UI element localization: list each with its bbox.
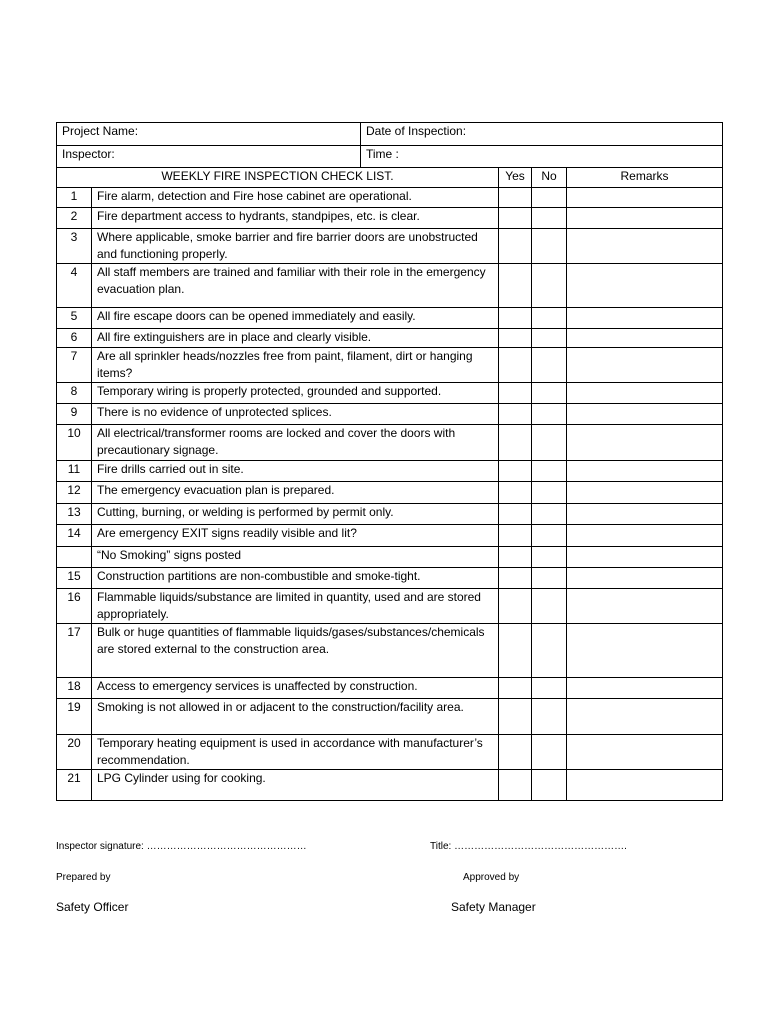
no-checkbox-cell[interactable] bbox=[532, 461, 567, 482]
time-field[interactable] bbox=[361, 146, 723, 168]
inspector-signature-line: Inspector signature: ………………………………………… bbox=[56, 841, 307, 852]
time-label: Time : bbox=[366, 147, 399, 161]
remarks-cell[interactable] bbox=[567, 770, 723, 801]
item-text: All fire escape doors can be opened immediately and easily. bbox=[92, 308, 499, 329]
item-text: Cutting, burning, or welding is performed by permit only. bbox=[92, 504, 499, 525]
item-text: All fire extinguishers are in place and clearly visible. bbox=[92, 329, 499, 348]
table-row bbox=[57, 568, 723, 589]
title-line: Title: ……………………………………………. bbox=[430, 841, 627, 852]
no-checkbox-cell[interactable] bbox=[532, 383, 567, 404]
no-checkbox-cell[interactable] bbox=[532, 678, 567, 699]
table-row bbox=[57, 482, 723, 504]
item-number: 7 bbox=[57, 348, 92, 383]
no-column-header: No bbox=[532, 168, 567, 188]
item-number: 5 bbox=[57, 308, 92, 329]
yes-checkbox-cell[interactable] bbox=[499, 504, 532, 525]
table-row bbox=[57, 404, 723, 425]
remarks-cell[interactable] bbox=[567, 699, 723, 735]
no-checkbox-cell[interactable] bbox=[532, 229, 567, 264]
no-checkbox-cell[interactable] bbox=[532, 624, 567, 678]
item-number: 11 bbox=[57, 461, 92, 482]
remarks-cell[interactable] bbox=[567, 308, 723, 329]
item-number: 10 bbox=[57, 425, 92, 461]
safety-officer-name: Safety Officer bbox=[56, 900, 129, 914]
yes-checkbox-cell[interactable] bbox=[499, 547, 532, 568]
table-row bbox=[57, 188, 723, 208]
remarks-cell[interactable] bbox=[567, 735, 723, 770]
item-text: Temporary wiring is properly protected, grounded and supported. bbox=[92, 383, 499, 404]
no-checkbox-cell[interactable] bbox=[532, 589, 567, 624]
item-number: 9 bbox=[57, 404, 92, 425]
remarks-column-header: Remarks bbox=[567, 168, 723, 188]
item-text: Where applicable, smoke barrier and fire barrier doors are unobstructed and functioning properly. bbox=[92, 229, 499, 264]
remarks-cell[interactable] bbox=[567, 425, 723, 461]
table-row bbox=[57, 308, 723, 329]
yes-checkbox-cell[interactable] bbox=[499, 383, 532, 404]
yes-checkbox-cell[interactable] bbox=[499, 425, 532, 461]
remarks-cell[interactable] bbox=[567, 461, 723, 482]
yes-checkbox-cell[interactable] bbox=[499, 624, 532, 678]
item-text: Are emergency EXIT signs readily visible and lit? bbox=[92, 525, 499, 547]
item-number: 4 bbox=[57, 264, 92, 308]
table-row bbox=[57, 348, 723, 383]
remarks-cell[interactable] bbox=[567, 229, 723, 264]
item-text: The emergency evacuation plan is prepared. bbox=[92, 482, 499, 504]
table-row bbox=[57, 383, 723, 404]
yes-checkbox-cell[interactable] bbox=[499, 770, 532, 801]
item-number: 21 bbox=[57, 770, 92, 801]
item-text: LPG Cylinder using for cooking. bbox=[92, 770, 499, 801]
table-row bbox=[57, 504, 723, 525]
yes-checkbox-cell[interactable] bbox=[499, 482, 532, 504]
item-number: 3 bbox=[57, 229, 92, 264]
item-number: 14 bbox=[57, 525, 92, 547]
item-text: Are all sprinkler heads/nozzles free from paint, filament, dirt or hanging items? bbox=[92, 348, 499, 383]
yes-checkbox-cell[interactable] bbox=[499, 678, 532, 699]
item-number: 16 bbox=[57, 589, 92, 624]
item-text: Fire alarm, detection and Fire hose cabinet are operational. bbox=[92, 188, 499, 208]
remarks-cell[interactable] bbox=[567, 383, 723, 404]
remarks-cell[interactable] bbox=[567, 678, 723, 699]
item-number bbox=[57, 547, 92, 568]
no-checkbox-cell[interactable] bbox=[532, 264, 567, 308]
project-row bbox=[57, 123, 723, 146]
yes-checkbox-cell[interactable] bbox=[499, 329, 532, 348]
project-name-field[interactable] bbox=[57, 123, 361, 146]
table-row bbox=[57, 735, 723, 770]
safety-manager-name: Safety Manager bbox=[451, 900, 536, 914]
table-row bbox=[57, 461, 723, 482]
table-row bbox=[57, 770, 723, 801]
date-of-inspection-label: Date of Inspection: bbox=[366, 124, 467, 138]
table-row bbox=[57, 678, 723, 699]
remarks-cell[interactable] bbox=[567, 589, 723, 624]
item-text: “No Smoking” signs posted bbox=[92, 547, 499, 568]
no-checkbox-cell[interactable] bbox=[532, 329, 567, 348]
table-row bbox=[57, 329, 723, 348]
item-number: 20 bbox=[57, 735, 92, 770]
yes-checkbox-cell[interactable] bbox=[499, 589, 532, 624]
item-number: 12 bbox=[57, 482, 92, 504]
table-row bbox=[57, 264, 723, 308]
item-number: 6 bbox=[57, 329, 92, 348]
remarks-cell[interactable] bbox=[567, 547, 723, 568]
remarks-cell[interactable] bbox=[567, 504, 723, 525]
no-checkbox-cell[interactable] bbox=[532, 699, 567, 735]
yes-column-header: Yes bbox=[499, 168, 532, 188]
yes-checkbox-cell[interactable] bbox=[499, 264, 532, 308]
no-checkbox-cell[interactable] bbox=[532, 208, 567, 229]
no-checkbox-cell[interactable] bbox=[532, 188, 567, 208]
no-checkbox-cell[interactable] bbox=[532, 504, 567, 525]
item-text: There is no evidence of unprotected splices. bbox=[92, 404, 499, 425]
item-number: 17 bbox=[57, 624, 92, 678]
yes-checkbox-cell[interactable] bbox=[499, 208, 532, 229]
remarks-cell[interactable] bbox=[567, 264, 723, 308]
yes-checkbox-cell[interactable] bbox=[499, 229, 532, 264]
no-checkbox-cell[interactable] bbox=[532, 770, 567, 801]
remarks-cell[interactable] bbox=[567, 525, 723, 547]
no-checkbox-cell[interactable] bbox=[532, 348, 567, 383]
table-row bbox=[57, 547, 723, 568]
remarks-cell[interactable] bbox=[567, 624, 723, 678]
table-row bbox=[57, 589, 723, 624]
no-checkbox-cell[interactable] bbox=[532, 425, 567, 461]
no-checkbox-cell[interactable] bbox=[532, 525, 567, 547]
item-number: 19 bbox=[57, 699, 92, 735]
yes-checkbox-cell[interactable] bbox=[499, 188, 532, 208]
item-number: 18 bbox=[57, 678, 92, 699]
item-text: Access to emergency services is unaffected by construction. bbox=[92, 678, 499, 699]
checklist-title: WEEKLY FIRE INSPECTION CHECK LIST. bbox=[57, 168, 499, 188]
yes-checkbox-cell[interactable] bbox=[499, 699, 532, 735]
item-number: 2 bbox=[57, 208, 92, 229]
remarks-cell[interactable] bbox=[567, 568, 723, 589]
table-row bbox=[57, 425, 723, 461]
table-header-row bbox=[57, 168, 723, 188]
item-text: Temporary heating equipment is used in accordance with manufacturer’s recommendation. bbox=[92, 735, 499, 770]
item-number: 13 bbox=[57, 504, 92, 525]
remarks-cell[interactable] bbox=[567, 482, 723, 504]
yes-checkbox-cell[interactable] bbox=[499, 525, 532, 547]
yes-checkbox-cell[interactable] bbox=[499, 568, 532, 589]
no-checkbox-cell[interactable] bbox=[532, 308, 567, 329]
item-number: 15 bbox=[57, 568, 92, 589]
item-text: Flammable liquids/substance are limited in quantity, used and are stored appropriately. bbox=[92, 589, 499, 624]
inspector-field[interactable] bbox=[57, 146, 361, 168]
yes-checkbox-cell[interactable] bbox=[499, 348, 532, 383]
item-text: Construction partitions are non-combustible and smoke-tight. bbox=[92, 568, 499, 589]
item-number: 1 bbox=[57, 188, 92, 208]
no-checkbox-cell[interactable] bbox=[532, 482, 567, 504]
no-checkbox-cell[interactable] bbox=[532, 404, 567, 425]
inspection-checklist-table bbox=[56, 122, 723, 801]
item-text: Bulk or huge quantities of flammable liquids/gases/substances/chemicals are stored external to the construction area. bbox=[92, 624, 499, 678]
table-row bbox=[57, 525, 723, 547]
no-checkbox-cell[interactable] bbox=[532, 735, 567, 770]
remarks-cell[interactable] bbox=[567, 208, 723, 229]
item-text: All staff members are trained and familiar with their role in the emergency evacuation plan. bbox=[92, 264, 499, 308]
remarks-cell[interactable] bbox=[567, 329, 723, 348]
yes-checkbox-cell[interactable] bbox=[499, 308, 532, 329]
remarks-cell[interactable] bbox=[567, 188, 723, 208]
no-checkbox-cell[interactable] bbox=[532, 568, 567, 589]
yes-checkbox-cell[interactable] bbox=[499, 404, 532, 425]
item-text: Fire drills carried out in site. bbox=[92, 461, 499, 482]
yes-checkbox-cell[interactable] bbox=[499, 461, 532, 482]
table-row bbox=[57, 229, 723, 264]
no-checkbox-cell[interactable] bbox=[532, 547, 567, 568]
remarks-cell[interactable] bbox=[567, 404, 723, 425]
inspector-row bbox=[57, 146, 723, 168]
table-row bbox=[57, 699, 723, 735]
remarks-cell[interactable] bbox=[567, 348, 723, 383]
prepared-by-label: Prepared by bbox=[56, 872, 111, 883]
inspector-label: Inspector: bbox=[62, 147, 115, 161]
approved-by-label: Approved by bbox=[463, 872, 520, 883]
item-text: Smoking is not allowed in or adjacent to the construction/facility area. bbox=[92, 699, 499, 735]
item-number: 8 bbox=[57, 383, 92, 404]
item-text: Fire department access to hydrants, standpipes, etc. is clear. bbox=[92, 208, 499, 229]
date-of-inspection-field[interactable] bbox=[361, 123, 723, 146]
yes-checkbox-cell[interactable] bbox=[499, 735, 532, 770]
item-text: All electrical/transformer rooms are locked and cover the doors with precautionary signage. bbox=[92, 425, 499, 461]
project-name-label: Project Name: bbox=[62, 124, 139, 138]
table-row bbox=[57, 624, 723, 678]
table-row bbox=[57, 208, 723, 229]
